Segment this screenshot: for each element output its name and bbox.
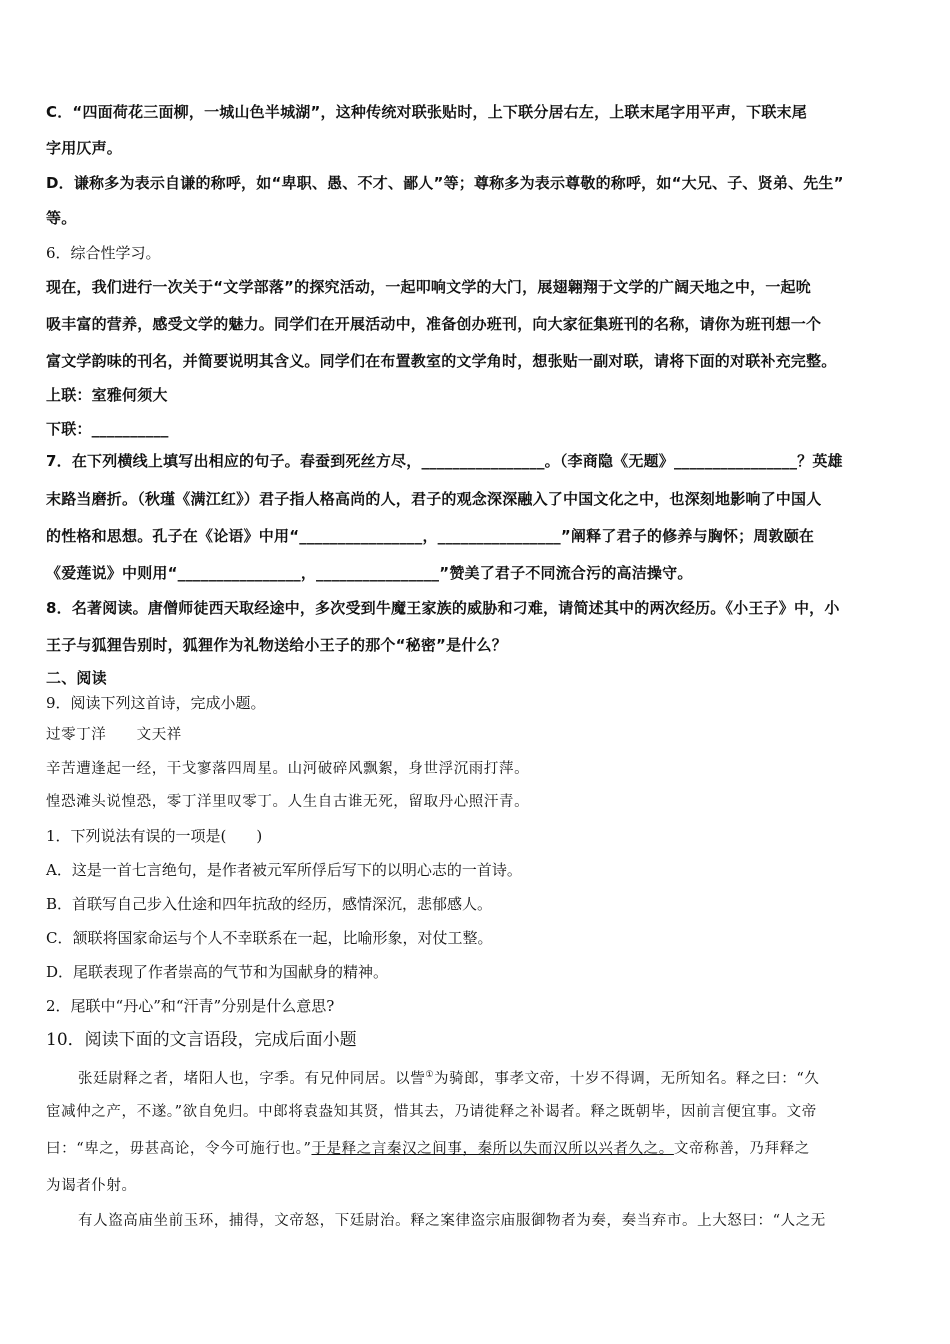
q10-para2-line1: 有人盗高庙坐前玉环，捕得，文帝怒，下廷尉治。释之案律盗宗庙服御物者为奏，奏当弃市。上大怒曰：“人之无 <box>78 1213 826 1229</box>
q9-title: 9．阅读下列这首诗，完成小题。 <box>46 694 266 712</box>
q10-para1-line1-text-a: 张廷尉释之者，堵阳人也，字季。有兄仲同居。以訾 <box>78 1070 426 1087</box>
q7-line4: 《爱莲说》中则用“________________，________________”赞美了君子不同流合污的高洁操守。 <box>46 564 693 582</box>
q5-option-c-line2: 字用仄声。 <box>46 139 123 157</box>
q9-poem-line1: 辛苦遭逢起一经，干戈寥落四周星。山河破碎风飘絮，身世浮沉雨打萍。 <box>46 761 530 777</box>
q10-para1-line3-text-a: 曰：“卑之，毋甚高论，令今可施行也。” <box>46 1141 312 1157</box>
q10-para1-line3-text-b: 文帝称善，乃拜释之 <box>673 1141 810 1157</box>
q9-option-b: B．首联写自己步入仕途和四年抗敌的经历，感情深沉，悲郁感人。 <box>46 895 493 913</box>
q6-line3: 富文学韵味的刊名，并简要说明其含义。同学们在布置教室的文学角时，想张贴一副对联，请将下面的对联补充完整。 <box>46 352 837 370</box>
q8-line2: 王子与狐狸告别时，狐狸作为礼物送给小王子的那个“秘密”是什么？ <box>46 636 507 654</box>
q9-sub-question-2: 2．尾联中“丹心”和“汗青”分别是什么意思? <box>46 997 335 1015</box>
q7-line2: 末路当磨折。（秋瑾《满江红》）君子指人格高尚的人，君子的观念深深融入了中国文化之中，也深刻地影响了中国人 <box>46 490 822 508</box>
q7-line3: 的性格和思想。孔子在《论语》中用“________________，________________”阐释了君子的修养与胸怀；周敦颐在 <box>46 527 815 545</box>
q10-para1-line3 <box>46 1139 810 1159</box>
q6-line1: 现在，我们进行一次关于“文学部落”的探究活动，一起叩响文学的大门，展翅翱翔于文学的广阔天地之中，一起吮 <box>46 278 811 296</box>
q9-option-c: C．颔联将国家命运与个人不幸联系在一起，比喻形象，对仗工整。 <box>46 929 493 947</box>
q6-line2: 吸丰富的营养，感受文学的魅力。同学们在开展活动中，准备创办班刊，向大家征集班刊的名称，请你为班刊想一个 <box>46 315 822 333</box>
q9-sub-question-1: 1．下列说法有误的一项是( ) <box>46 827 263 845</box>
q6-title: 6．综合性学习。 <box>46 244 161 262</box>
q10-para1-line1-text-b: 为骑郎，事孝文帝，十岁不得调，无所知名。释之曰：“久 <box>433 1070 820 1087</box>
q10-underlined-sentence: 于是释之言秦汉之间事，秦所以失而汉所以兴者久之。 <box>311 1141 674 1157</box>
q6-upper-couplet: 上联：室雅何须大 <box>46 386 168 404</box>
q5-option-d-line1: D．谦称多为表示自谦的称呼，如“卑职、愚、不才、鄙人”等；尊称多为表示尊敬的称呼，如“大兄、子、贤弟、先生” <box>46 174 844 192</box>
q10-title: 10．阅读下面的文言语段，完成后面小题 <box>46 1030 357 1050</box>
q10-para1-line1 <box>46 1065 820 1089</box>
q10-para1-line4: 为谒者仆射。 <box>46 1178 137 1194</box>
q9-option-d: D．尾联表现了作者崇高的气节和为国献身的精神。 <box>46 963 389 981</box>
q7-line1: 7．在下列横线上填写出相应的句子。春蚕到死丝方尽，________________。（李商隐《无题》________________？英雄 <box>46 452 843 470</box>
q9-poem-title: 过零丁洋 文天祥 <box>46 727 182 743</box>
q10-para1-line2: 宦减仲之产，不遂。”欲自免归。中郎将袁盎知其贤，惜其去，乃请徙释之补谒者。释之既朝毕，因前言便宜事。文帝 <box>46 1104 817 1120</box>
q5-option-d-line2: 等。 <box>46 209 77 227</box>
q8-line1: 8．名著阅读。唐僧师徒西天取经途中，多次受到牛魔王家族的威胁和刁难，请简述其中的两次经历。《小王子》中，小 <box>46 599 840 617</box>
q9-option-a: A．这是一首七言绝句，是作者被元军所俘后写下的以明心志的一首诗。 <box>46 861 522 879</box>
footnote-marker: ① <box>425 1070 434 1080</box>
q9-poem-line2: 惶恐滩头说惶恐，零丁洋里叹零丁。人生自古谁无死，留取丹心照汗青。 <box>46 794 530 810</box>
section-reading-heading: 二、阅读 <box>46 669 107 687</box>
q6-lower-couplet: 下联：__________ <box>46 420 169 438</box>
q5-option-c-line1: C．“四面荷花三面柳，一城山色半城湖”，这种传统对联张贴时，上下联分居右左，上联末尾字用平声，下联末尾 <box>46 103 807 121</box>
